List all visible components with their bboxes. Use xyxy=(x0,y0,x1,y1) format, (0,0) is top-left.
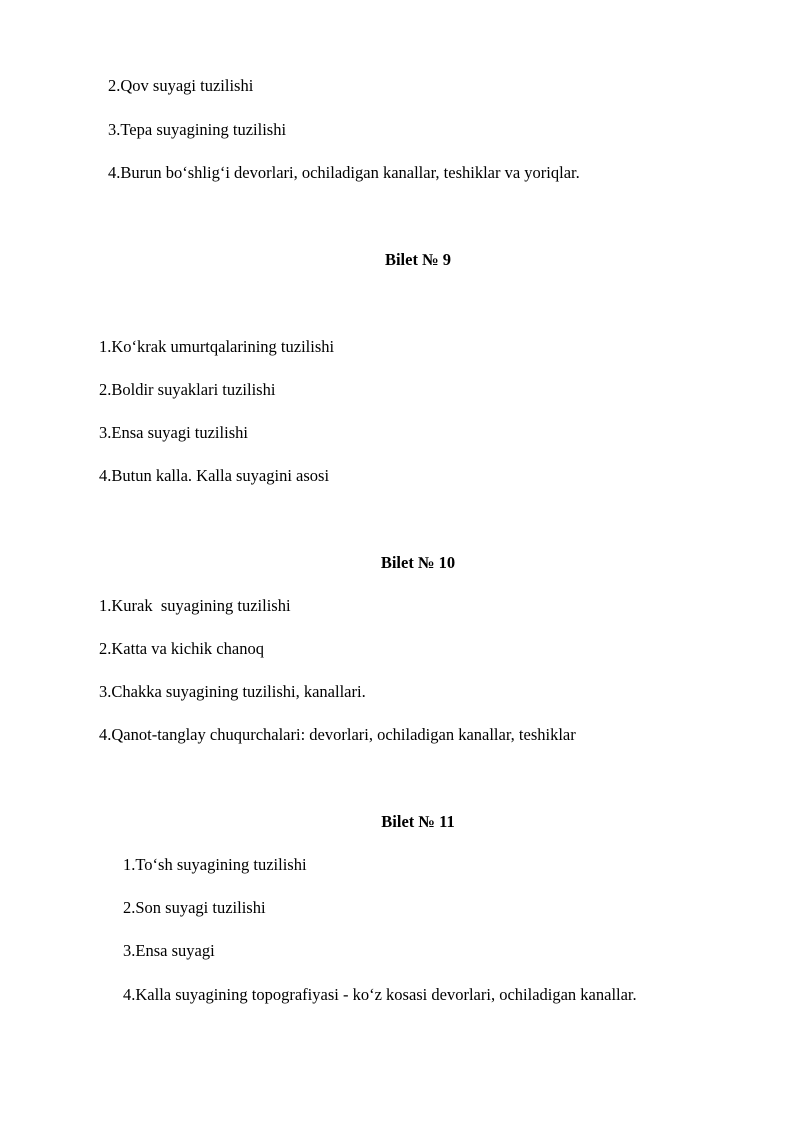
question-item: 3.Ensa suyagi tuzilishi xyxy=(99,423,248,442)
question-item: 3.Tepa suyagining tuzilishi xyxy=(108,120,287,139)
ticket-title: Bilet № 10 xyxy=(380,553,456,572)
question-item: 2.Qov suyagi tuzilishi xyxy=(108,76,254,95)
question-item: 2.Boldir suyaklari tuzilishi xyxy=(99,380,276,399)
question-item: 4.Burun bo‘shlig‘i devorlari, ochiladigan kanallar, teshiklar va yoriqlar. xyxy=(108,163,580,182)
question-item: 1.To‘sh suyagining tuzilishi xyxy=(123,855,307,874)
question-item: 3.Chakka suyagining tuzilishi, kanallari. xyxy=(99,682,366,701)
ticket-title: Bilet № 9 xyxy=(384,250,452,269)
question-item: 2.Son suyagi tuzilishi xyxy=(123,898,266,917)
question-item: 4.Butun kalla. Kalla suyagini asosi xyxy=(99,466,330,485)
question-item: 1.Kurak suyagining tuzilishi xyxy=(99,596,291,615)
question-item: 1.Ko‘krak umurtqalarining tuzilishi xyxy=(99,337,335,356)
question-item: 2.Katta va kichik chanoq xyxy=(99,639,264,658)
question-item: 3.Ensa suyagi xyxy=(123,941,215,960)
question-item: 4.Kalla suyagining topografiyasi - ko‘z kosasi devorlari, ochiladigan kanallar. xyxy=(123,985,637,1004)
ticket-title: Bilet № 11 xyxy=(381,812,455,831)
question-item: 4.Qanot-tanglay chuqurchalari: devorlari, ochiladigan kanallar, teshiklar xyxy=(99,725,576,744)
